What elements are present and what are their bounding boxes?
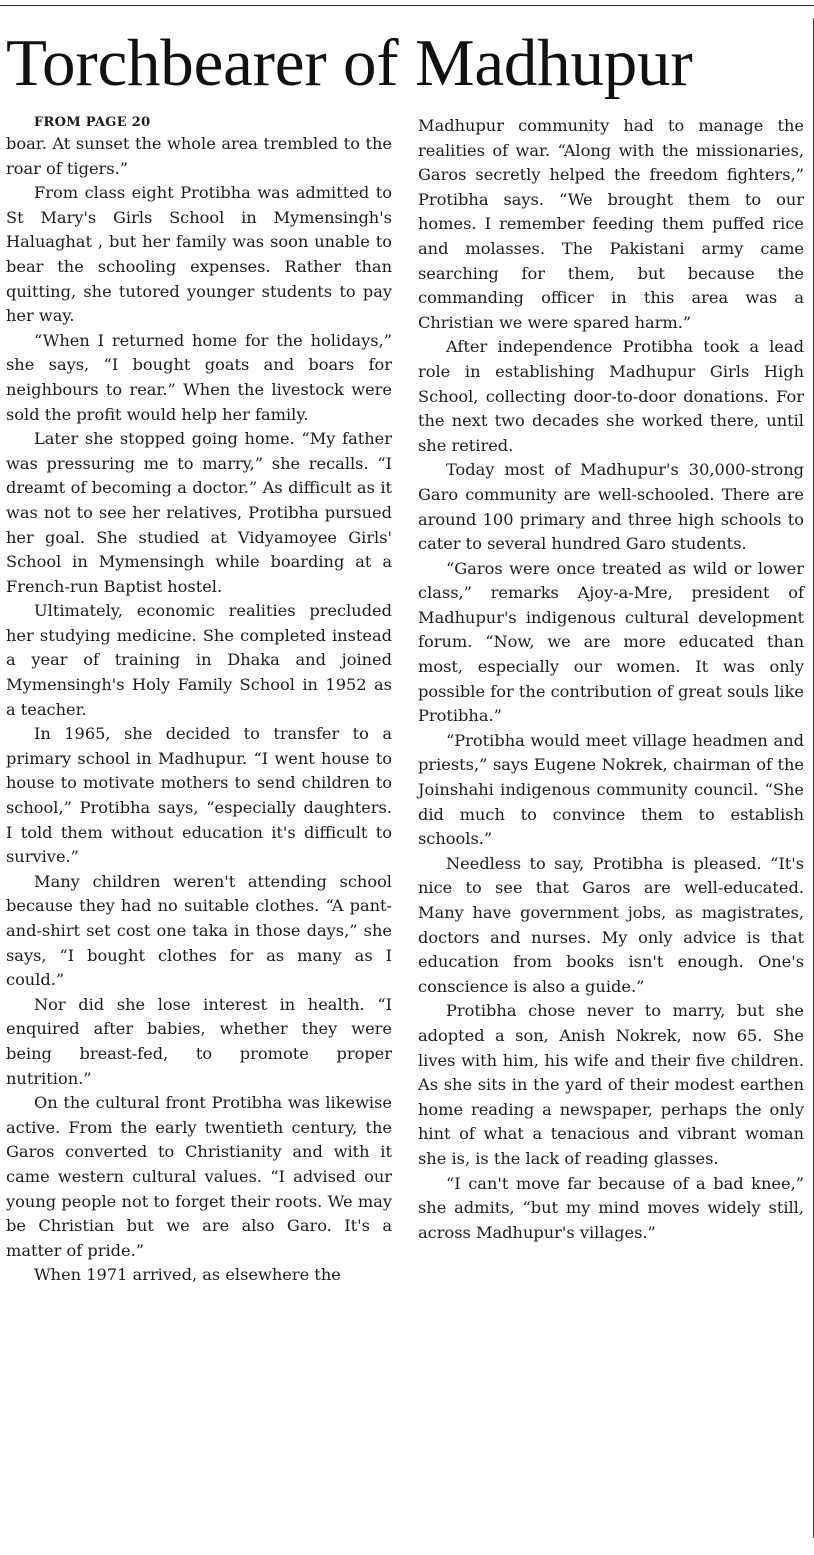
- paragraph: boar. At sunset the whole area trembled to the roar of tigers.”: [6, 134, 392, 178]
- paragraph: After independence Protibha took a lead role in establishing Madhupur Girls High School, collecting door-to-door donations. For the next two decades she worked there, until she retired.: [418, 337, 804, 455]
- continuation-kicker: FROM PAGE 20: [34, 115, 151, 130]
- paragraph: “When I returned home for the holidays,” she says, “I bought goats and boars for neighbours to rear.” When the livestock were sold the profit would help her family.: [6, 330, 392, 424]
- left-column: [6, 114, 392, 1288]
- paragraph: Madhupur community had to manage the realities of war. “Along with the missionaries, Garos secretly helped the freedom fighters,” Protibha says. “We brought them to our homes. I remember feeding them puffed rice and molasses. The Pakistani army came searching for them, but because the commanding officer in this area was a Christian we were spared harm.”: [418, 116, 804, 332]
- paragraph: Needless to say, Protibha is pleased. “It's nice to see that Garos are well-educated. Many have government jobs, as magistrates, doctors and nurses. My only advice is that education from books isn't enough. One's conscience is also a guide.”: [418, 853, 804, 996]
- paragraph: Protibha chose never to marry, but she adopted a son, Anish Nokrek, now 65. She lives with him, his wife and their five children. As she sits in the yard of their modest earthen home reading a newspaper, perhaps the only hint of what a tenacious and vibrant woman she is, is the lack of reading glasses.: [418, 1001, 804, 1168]
- paragraph: Today most of Madhupur's 30,000-strong Garo community are well-schooled. There are around 100 primary and three high schools to cater to several hundred Garo students.: [418, 460, 804, 554]
- paragraph: “Garos were once treated as wild or lower class,” remarks Ajoy-a-Mre, president of Madhupur's indigenous cultural development forum. “Now, we are more educated than most, especially our women. It was only possible for the contribution of great souls like Protibha.”: [418, 558, 804, 726]
- paragraph: Many children weren't attending school because they had no suitable clothes. “A pant-and-shirt set cost one taka in those days,” she says, “I bought clothes for as many as I could.”: [6, 871, 392, 990]
- paragraph: From class eight Protibha was admitted to St Mary's Girls School in Mymensingh's Haluaghat , but her family was soon unable to bear the schooling expenses. Rather than quitting, she tutored younger students to pay her way.: [6, 183, 392, 326]
- paragraph: In 1965, she decided to transfer to a primary school in Madhupur. “I went house to house to motivate mothers to send children to school,” Protibha says, “especially daughters. I told them without education it's difficult to survive.”: [6, 724, 392, 867]
- paragraph: “Protibha would meet village headmen and priests,” says Eugene Nokrek, chairman of the Joinshahi indigenous community council. “She did much to convince them to establish schools.”: [418, 730, 804, 849]
- article-title: Torchbearer of Madhupur: [6, 26, 693, 100]
- top-rule: [0, 5, 814, 6]
- paragraph: Ultimately, economic realities precluded her studying medicine. She completed instead a year of training in Dhaka and joined Mymensingh's Holy Family School in 1952 as a teacher.: [6, 601, 392, 719]
- paragraph: When 1971 arrived, as elsewhere the: [34, 1265, 341, 1285]
- paragraph: “I can't move far because of a bad knee,” she admits, “but my mind moves widely still, across Madhupur's villages.”: [418, 1173, 804, 1242]
- paragraph: Later she stopped going home. “My father was pressuring me to marry,” she recalls. “I dreamt of becoming a doctor.” As difficult as it was not to see her relatives, Protibha pursued her goal. She studied at Vidyamoyee Girls' School in Mymensingh while boarding at a French-run Baptist hostel.: [6, 429, 392, 596]
- paragraph: Nor did she lose interest in health. “I enquired after babies, whether they were being breast-fed, to promote proper nutrition.”: [6, 994, 392, 1088]
- paragraph: On the cultural front Protibha was likewise active. From the early twentieth century, the Garos converted to Christianity and with it came western cultural values. “I advised our young people not to forget their roots. We may be Christian but we are also Garo. It's a matter of pride.”: [6, 1093, 392, 1260]
- right-column: [418, 114, 804, 1245]
